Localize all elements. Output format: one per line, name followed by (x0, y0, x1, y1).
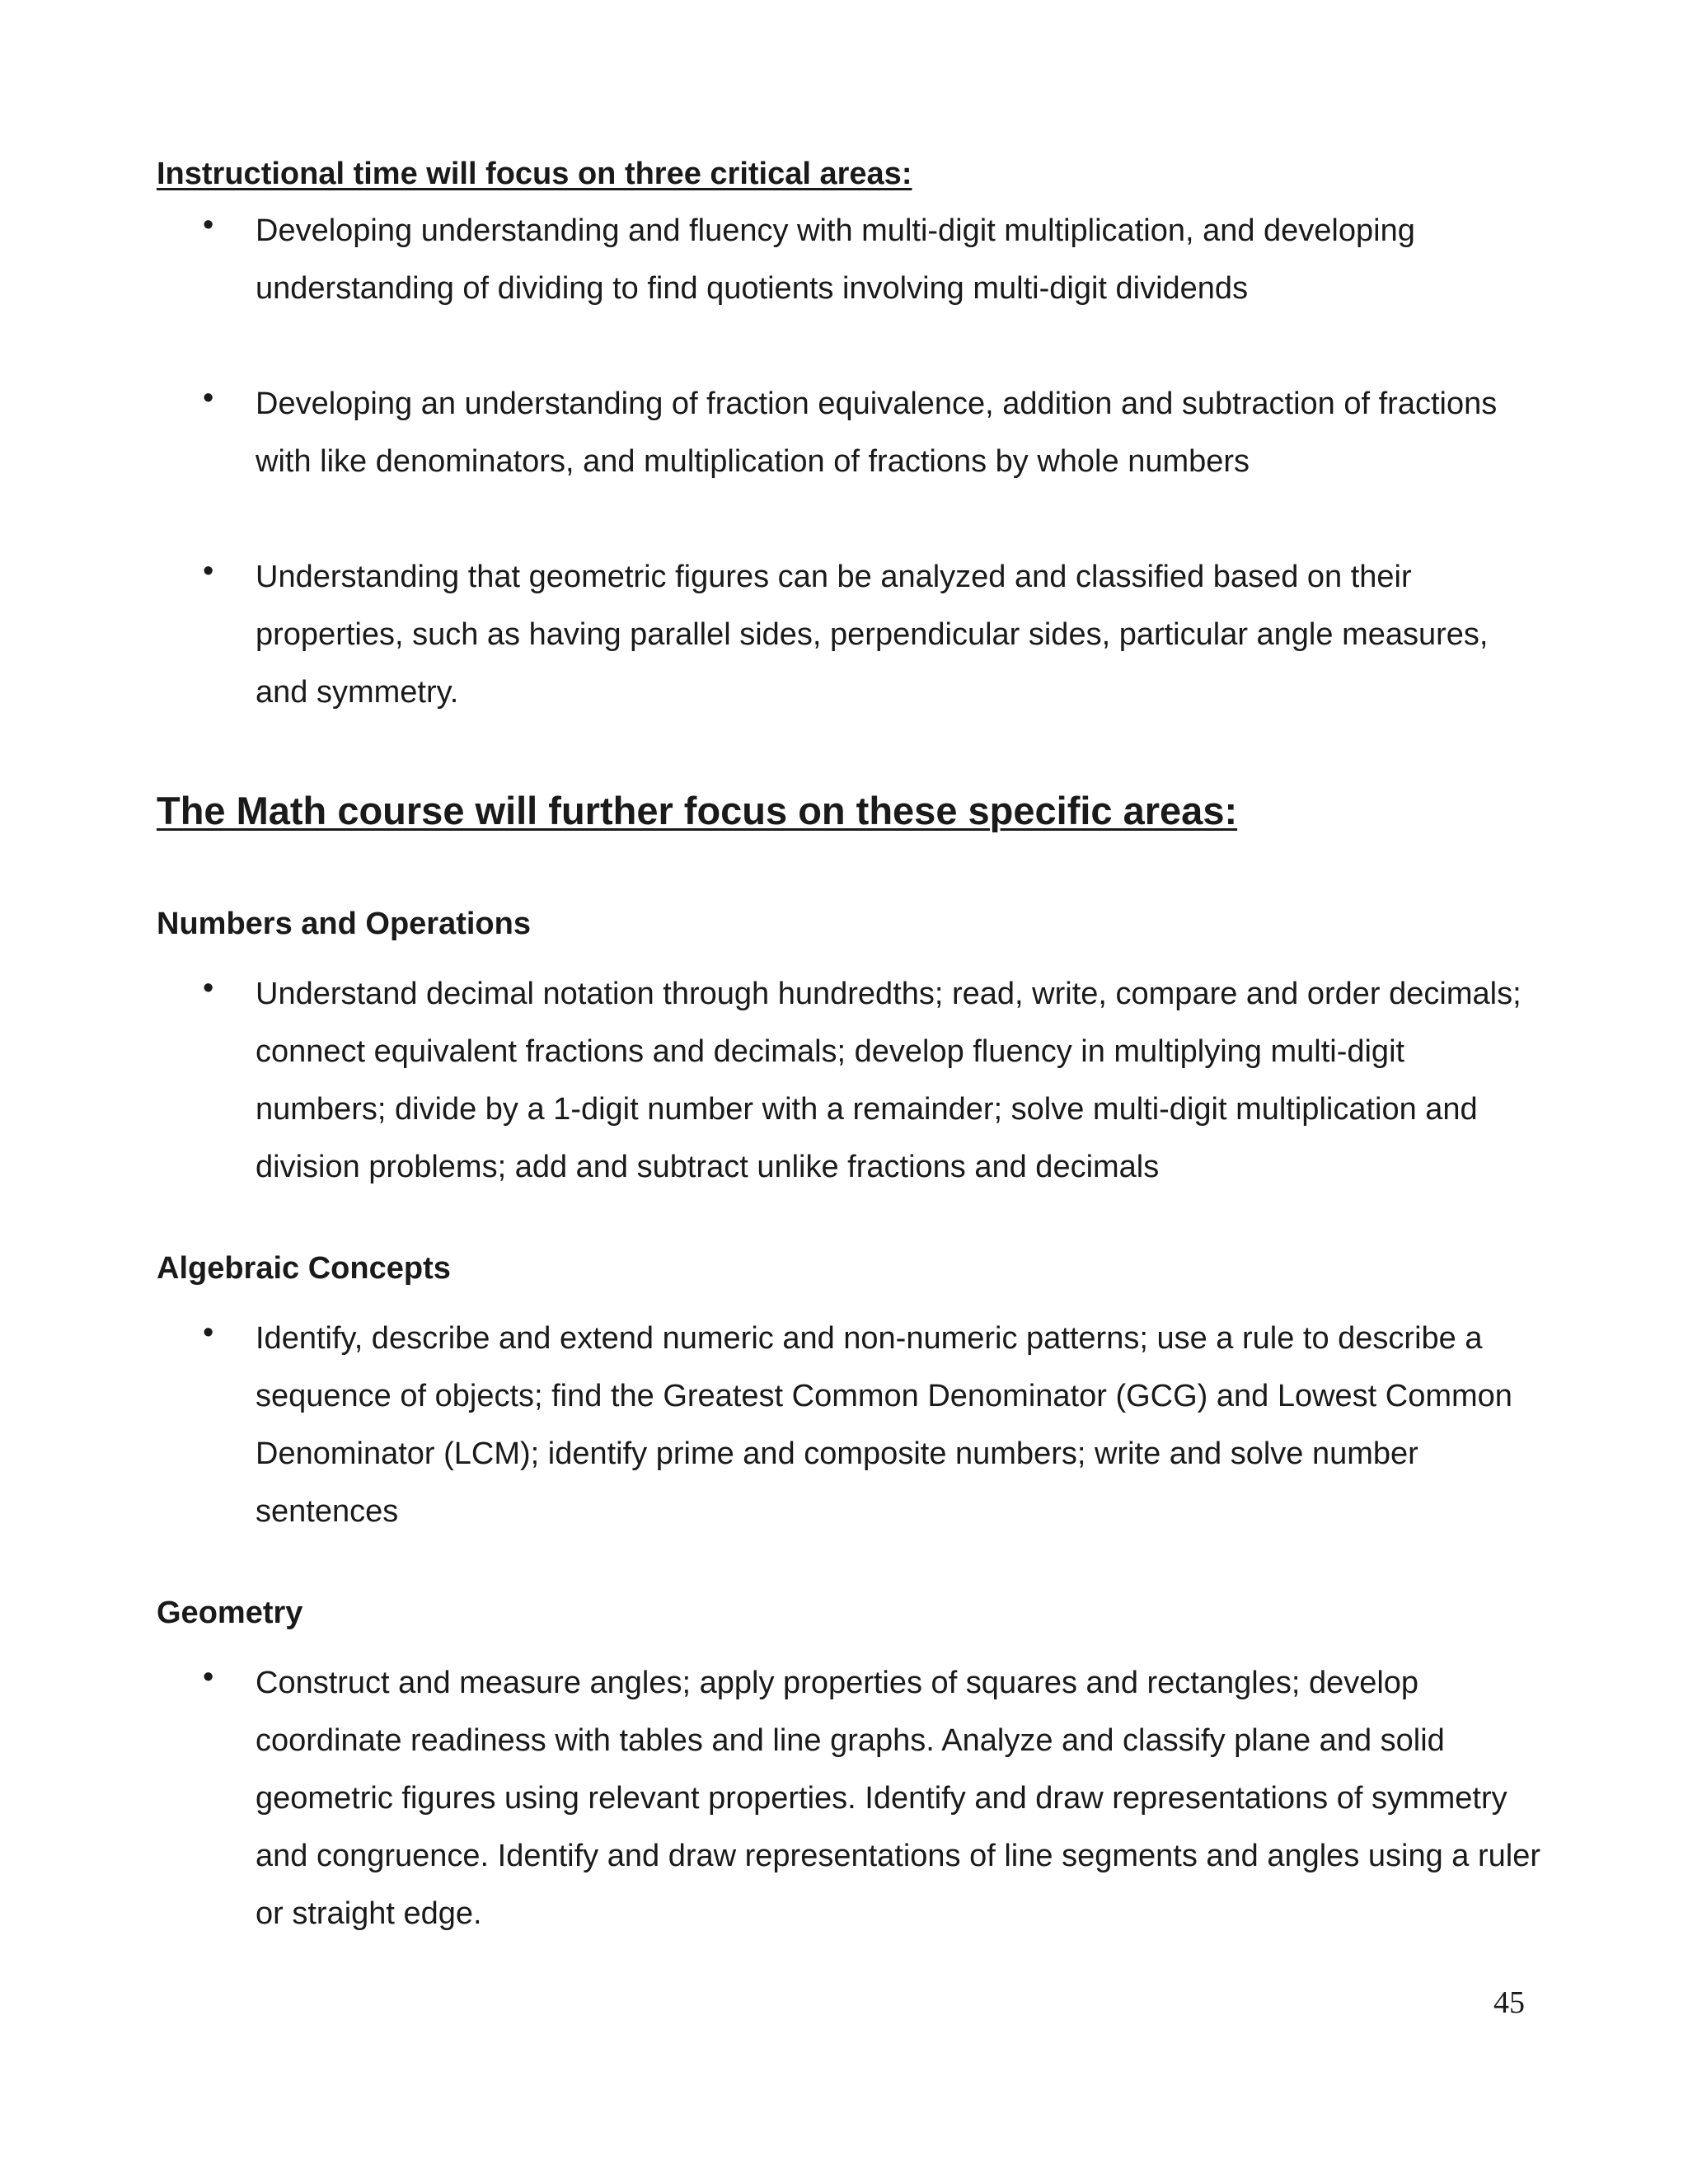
page-number: 45 (1493, 1985, 1525, 2020)
bullet-icon: • (203, 381, 214, 415)
bullet-icon: • (203, 1315, 214, 1350)
geometry-item: Construct and measure angles; apply properties of squares and rectangles; develop coordinate readiness with tables and line graphs. Analyze and classify plane and solid geometric figures using relevant properties. Identify and draw representations of symmetry and congruence. Identify and draw representations of line segments and angles using a ruler or straight edge. (256, 1666, 1540, 1931)
intro-item-2: Developing an understanding of fraction equivalence, addition and subtraction of fractions with like denominators, and multiplication of fractions by whole numbers (256, 387, 1498, 479)
bullet-icon: • (203, 971, 214, 1005)
intro-item-1: Developing understanding and fluency with multi-digit multiplication, and developing understanding of dividing to find quotients involving multi-digit dividends (256, 213, 1415, 306)
intro-item-3: Understanding that geometric figures can be analyzed and classified based on their properties, such as having parallel sides, perpendicular sides, particular angle measures, and symmetry. (256, 560, 1489, 710)
section-title-numbers-operations: Numbers and Operations (157, 907, 531, 941)
bullet-icon: • (203, 1660, 214, 1694)
section-title-geometry: Geometry (157, 1596, 303, 1630)
bullet-icon: • (203, 208, 214, 242)
section-title-algebraic-concepts: Algebraic Concepts (157, 1251, 451, 1286)
bullet-icon: • (203, 554, 214, 588)
course-heading: The Math course will further focus on these specific areas: (157, 789, 1238, 832)
numbers-operations-item: Understand decimal notation through hundredths; read, write, compare and order decimals; connect equivalent fractions and decimals; develop fluency in multiplying multi-digit numbers; divide by a 1-digit number with a remainder; solve multi-digit multiplication and division problems; add and subtract unlike fractions and decimals (256, 977, 1522, 1184)
intro-heading: Instructional time will focus on three critical areas: (157, 157, 912, 191)
algebraic-concepts-item: Identify, describe and extend numeric and non-numeric patterns; use a rule to describe a sequence of objects; find the Greatest Common Denominator (GCG) and Lowest Common Denominator (LCM); identify prime and composite numbers; write and solve number sentences (256, 1321, 1512, 1529)
